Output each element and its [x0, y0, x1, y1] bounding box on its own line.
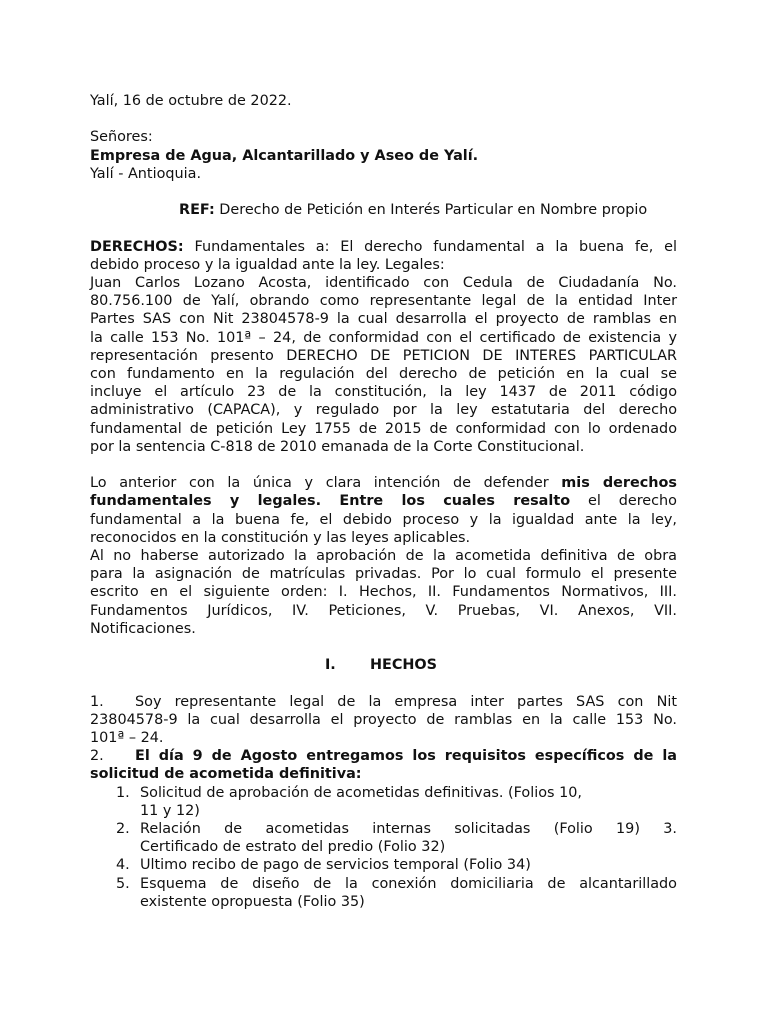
intent-paragraph — [90, 474, 677, 547]
letter-page — [90, 92, 677, 911]
list-item — [90, 820, 677, 856]
list-line: Esquema de diseño de la conexión domiciliaria de alcantarillado — [140, 875, 677, 892]
recipient-location: Yalí - Antioquia. — [90, 165, 202, 182]
hecho-number: 2. — [90, 748, 104, 765]
paragraph-line: representación presento DERECHO DE PETICION DE INTERES PARTICULAR — [90, 347, 677, 364]
list-line: Solicitud de aprobación de acometidas definitivas. (Folios 10, — [140, 784, 582, 801]
list-item — [90, 784, 677, 820]
paragraph-line: la calle 153 No. 101ª – 24, de conformidad con el certificado de existencia y — [90, 329, 677, 346]
reference-line — [90, 201, 677, 219]
section-number: I. — [324, 657, 336, 674]
list-number: 4. — [116, 857, 130, 874]
list-item — [90, 875, 677, 911]
paragraph-line: 23804578-9 la cual desarrolla el proyecto de ramblas en la calle 153 No. — [90, 711, 677, 728]
paragraph-line: escrito en el siguiente orden: I. Hechos, II. Fundamentos Normativos, III. — [90, 584, 677, 601]
paragraph-line: para la asignación de matrículas privadas. Por lo cual formulo el presente — [90, 566, 677, 583]
paragraph-line: Juan Carlos Lozano Acosta, identificado con Cedula de Ciudadanía No. — [90, 274, 677, 291]
paragraph-line: con fundamento en la regulación del derecho de petición en la cual se — [90, 366, 677, 382]
paragraph-line: 80.756.100 de Yalí, obrando como representante legal de la entidad Inter — [90, 293, 677, 310]
paragraph-line: reconocidos en la constitución y las leyes aplicables. — [90, 529, 471, 546]
hecho-number: 1. — [90, 693, 104, 710]
paragraph-line: Al no haberse autorizado la aprobación de la acometida definitiva de obra — [90, 548, 677, 565]
derechos-label: DERECHOS: — [90, 238, 184, 255]
paragraph-line: Fundamentos Jurídicos, IV. Peticiones, V. Pruebas, VI. Anexos, VII. — [90, 602, 677, 619]
derechos-paragraph — [90, 238, 677, 274]
derechos-line: DERECHOS: Fundamentales a: El derecho fundamental a la buena fe, el — [90, 238, 677, 255]
paragraph-line: incluye el artículo 23 de la constitución, la ley 1437 de 2011 código — [90, 384, 677, 401]
paragraph-line: por la sentencia C-818 de 2010 emanada de la Corte Constitucional. — [90, 438, 585, 455]
list-line: Relación de acometidas internas solicitadas (Folio 19) 3. — [140, 821, 677, 838]
list-line: Certificado de estrato del predio (Folio 32) — [140, 839, 446, 856]
list-item — [90, 856, 677, 874]
hecho-2 — [90, 747, 677, 783]
ref-text: Derecho de Petición en Interés Particular en Nombre propio — [214, 202, 648, 219]
list-line: Ultimo recibo de pago de servicios temporal (Folio 34) — [140, 857, 531, 874]
section-title: HECHOS — [369, 657, 438, 674]
letter-date: Yalí, 16 de octubre de 2022. — [90, 93, 292, 109]
paragraph-line: fundamental a la buena fe, el debido proceso y la igualdad ante la ley, — [90, 511, 677, 528]
paragraph-line: 2. El día 9 de Agosto entregamos los requisitos específicos de la — [90, 748, 677, 765]
paragraph-line: 101ª – 24. — [90, 730, 164, 747]
identity-paragraph — [90, 274, 677, 456]
section-heading — [85, 656, 677, 674]
paragraph-line: fundamentales y legales. Entre los cuales resalto el derecho — [90, 493, 677, 510]
derechos-line: debido proceso y la igualdad ante la ley. Legales: — [90, 256, 445, 273]
salutation: Señores: — [90, 129, 153, 146]
hecho-1 — [90, 693, 677, 748]
paragraph-line: 1. Soy representante legal de la empresa inter partes SAS con Nit — [90, 693, 677, 710]
recipient-name: Empresa de Agua, Alcantarillado y Aseo de Yalí. — [90, 147, 479, 164]
paragraph-line: administrativo (CAPACA), y regulado por la ley estatutaria del derecho — [90, 402, 677, 419]
paragraph-line: Partes SAS con Nit 23804578-9 la cual desarrolla el proyecto de ramblas en — [90, 311, 677, 328]
list-line: existente opropuesta (Folio 35) — [140, 893, 365, 910]
list-line: 11 y 12) — [140, 802, 200, 819]
paragraph-line: solicitud de acometida definitiva: — [90, 766, 362, 783]
order-paragraph — [90, 547, 677, 638]
list-number: 2. — [116, 821, 130, 838]
list-number: 5. — [116, 875, 130, 892]
paragraph-line: Lo anterior con la única y clara intención de defender mis derechos — [90, 475, 677, 492]
requisitos-list — [90, 784, 677, 911]
paragraph-line: fundamental de petición Ley 1755 de 2015 de conformidad con lo ordenado — [90, 420, 677, 437]
paragraph-line: Notificaciones. — [90, 620, 196, 637]
list-number: 1. — [116, 784, 130, 801]
ref-label: REF: — [179, 202, 215, 219]
